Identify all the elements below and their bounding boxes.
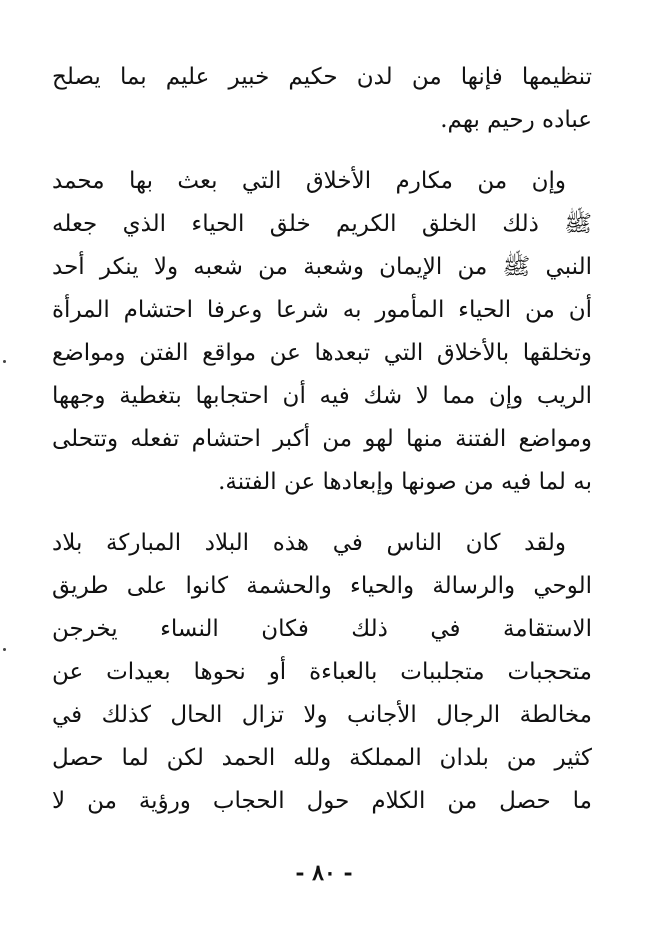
paragraph-3 [52,522,592,823]
text-line: الاستقامة في ذلك فكان النساء يخرجن [52,616,592,642]
text-line: ﷺ ذلك الخلق الكريم خلق الحياء الذي جعله [52,211,592,237]
text-line: ولقد كان الناس في هذه البلاد المباركة بلاد [52,530,566,556]
text-line: وإن من مكارم الأخلاق التي بعث بها محمد [52,168,566,194]
margin-speck [3,648,6,651]
margin-speck [3,360,6,363]
page-number: - ٨٠ - [295,860,353,886]
text-line: الوحي والرسالة والحياء والحشمة كانوا على طريق [52,573,592,599]
paragraph-1 [52,56,592,142]
text-line: الريب وإن مما لا شك فيه أن احتجابها بتغطية وجهها [52,383,592,409]
text-line: وتخلقها بالأخلاق التي تبعدها عن مواقع الفتن ومواضع [52,340,592,366]
text-line: متحجبات متجلببات بالعباءة أو نحوها بعيدات عن [52,659,592,685]
text-line: ومواضع الفتنة منها لهو من أكبر احتشام تفعله وتتحلى [52,426,592,452]
text-line: كثير من بلدان المملكة ولله الحمد لكن لما حصل [52,745,592,771]
text-line: ما حصل من الكلام حول الحجاب ورؤية من لا [52,788,592,814]
text-line: به لما فيه من صونها وإبعادها عن الفتنة. [218,469,592,495]
text-line: أن من الحياء المأمور به شرعا وعرفا احتشام المرأة [52,297,592,323]
text-line: مخالطة الرجال الأجانب ولا تزال الحال كذلك في [52,702,592,728]
text-line: عباده رحيم بهم. [440,107,592,133]
text-line: النبي ﷺ من الإيمان وشعبة من شعبه ولا ينكر أحد [52,254,592,280]
text-line: تنظيمها فإنها من لدن حكيم خبير عليم بما يصلح [52,64,592,90]
paragraph-2 [52,160,592,504]
